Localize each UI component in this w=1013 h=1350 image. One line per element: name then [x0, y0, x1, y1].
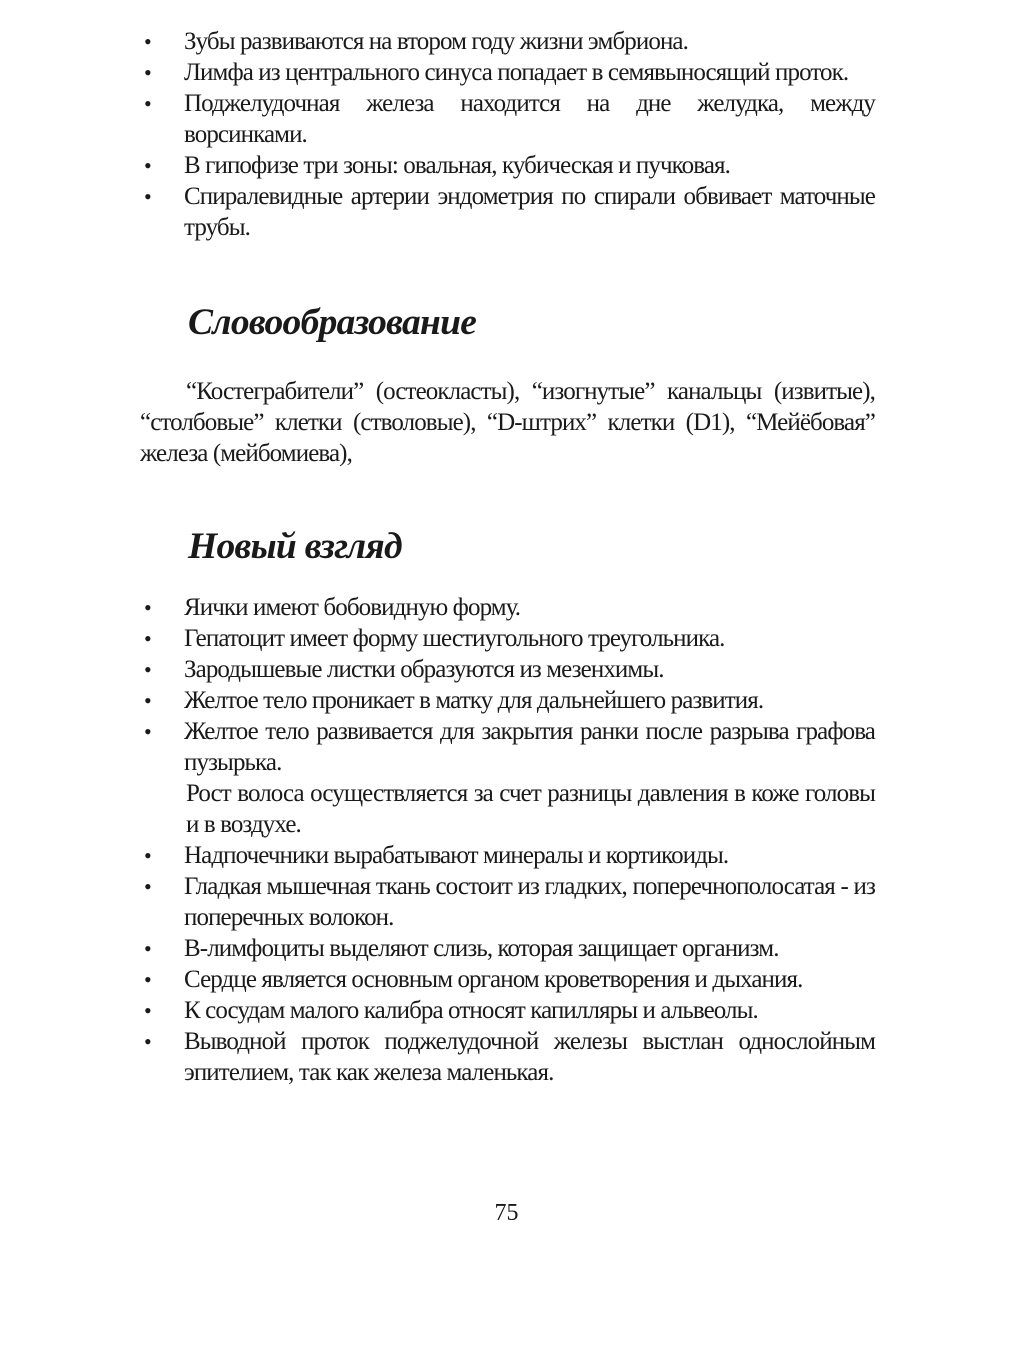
page-content [140, 26, 875, 1088]
list-item [140, 623, 875, 654]
bullet-icon: • [144, 184, 151, 209]
list-item [140, 933, 875, 964]
list-item [140, 88, 875, 150]
hair-growth-note: Рост волоса осуществляется за счет разницы давления в коже головы и в воздухе. [186, 780, 875, 838]
list-item-text: Поджелудочная железа находится на дне желудка, между ворсинками. [184, 90, 875, 148]
list-item [140, 964, 875, 995]
bullet-icon: • [144, 936, 151, 961]
list-item [140, 57, 875, 88]
bullet-icon: • [144, 657, 151, 682]
list-item [140, 685, 875, 716]
list-item-text: Зубы развиваются на втором году жизни эмбриона. [184, 28, 688, 55]
list-item-text: Желтое тело развивается для закрытия ранки после разрыва графова пузырька. [184, 718, 875, 776]
bullet-icon: • [144, 91, 151, 116]
list-item-text: Лимфа из центрального синуса попадает в семявыносящий проток. [184, 59, 849, 86]
list-item [140, 716, 875, 778]
list-item-text: В-лимфоциты выделяют слизь, которая защищает организм. [184, 935, 779, 962]
bullet-icon: • [144, 719, 151, 744]
list-item-text: Гепатоцит имеет форму шестиугольного треугольника. [184, 625, 725, 652]
list-item [140, 150, 875, 181]
bullet-icon: • [144, 60, 151, 85]
top-bullet-list [140, 26, 875, 243]
list-item-text: Спиралевидные артерии эндометрия по спирали обвивает маточные трубы. [184, 183, 875, 241]
bullet-icon: • [144, 688, 151, 713]
list-item [140, 1026, 875, 1088]
list-item-text: Желтое тело проникает в матку для дальнейшего развития. [184, 687, 764, 714]
word-formation-paragraph: “Костеграбители” (остеокласты), “изогнутые” канальцы (извитые), “столбовые” клетки (стволовые), “D-штрих” клетки (D1), “Мейёбовая” железа (мейбомиева), [140, 378, 875, 467]
bullet-icon: • [144, 998, 151, 1023]
list-item [140, 995, 875, 1026]
new-view-bullet-list-a [140, 592, 875, 778]
bullet-icon: • [144, 153, 151, 178]
bullet-icon: • [144, 626, 151, 651]
list-item [140, 592, 875, 623]
list-item-text: Гладкая мышечная ткань состоит из гладких, поперечнополосатая - из поперечных волокон. [184, 873, 875, 931]
bullet-icon: • [144, 874, 151, 899]
bullet-icon: • [144, 843, 151, 868]
list-item-text: Зародышевые листки образуются из мезенхимы. [184, 656, 664, 683]
bullet-icon: • [144, 29, 151, 54]
list-item-text: В гипофизе три зоны: овальная, кубическая и пучковая. [184, 152, 730, 179]
bullet-icon: • [144, 967, 151, 992]
section-heading-new-view: Новый взгляд [188, 526, 402, 567]
list-item-text: Надпочечники вырабатывают минералы и кортикоиды. [184, 842, 729, 869]
bullet-icon: • [144, 1029, 151, 1054]
page-number: 75 [494, 1200, 519, 1226]
list-item [140, 26, 875, 57]
new-view-bullet-list-b [140, 840, 875, 1088]
list-item-text: Яички имеют бобовидную форму. [184, 594, 521, 621]
list-item-text: Сердце является основным органом кроветворения и дыхания. [184, 966, 803, 993]
list-item [140, 181, 875, 243]
list-item [140, 654, 875, 685]
list-item-text: К сосудам малого калибра относят капилляры и альвеолы. [184, 997, 758, 1024]
list-item-text: Выводной проток поджелудочной железы выстлан однослойным эпителием, так как железа маленькая. [184, 1028, 875, 1086]
section-heading-word-formation: Словообразование [188, 302, 477, 343]
list-item [140, 871, 875, 933]
list-item [140, 840, 875, 871]
bullet-icon: • [144, 595, 151, 620]
